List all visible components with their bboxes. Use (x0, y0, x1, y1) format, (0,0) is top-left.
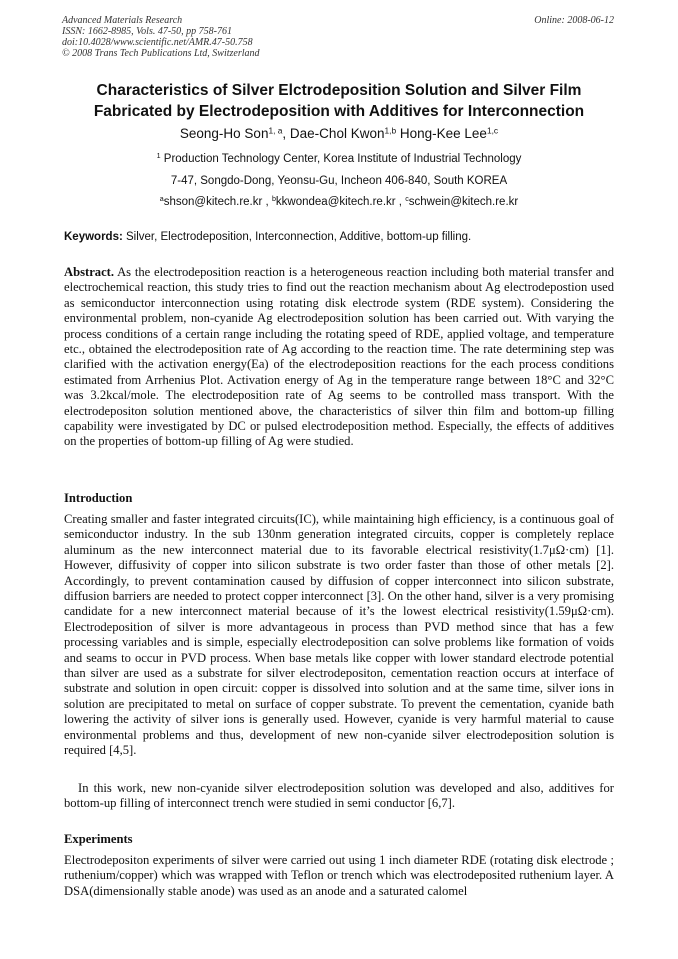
experiments-heading: Experiments (64, 832, 133, 846)
author-name: Dae-Chol Kwon (289, 126, 385, 141)
author-affiliation-mark: 1,c (486, 125, 499, 136)
journal-name: Advanced Materials Research (62, 15, 183, 26)
author-name: Seong-Ho Son (179, 126, 269, 141)
author-emails (0, 194, 678, 210)
email-address: shson@kitech.re.kr (163, 196, 263, 208)
author-affiliation-mark: 1,b (384, 125, 397, 136)
title-line-1: Characteristics of Silver Elctrodeposition Solution and Silver Film (96, 82, 582, 99)
journal-header (62, 15, 260, 59)
institute-name: Production Technology Center, Korea Institute of Industrial Technology (160, 153, 522, 165)
email-mark: a (159, 195, 164, 204)
author-affiliation-mark: 1, a (268, 125, 283, 136)
doi-line: doi:10.4028/www.scientific.net/AMR.47-50.758 (62, 37, 253, 48)
title-line-2: Fabricated by Electrodeposition with Additives for Interconnection (93, 103, 585, 120)
online-date: Online: 2008-06-12 (534, 15, 614, 26)
experiments-paragraph-1: Electrodepositon experiments of silver were carried out using 1 inch diameter RDE (rotating disk electrode ; ruthenium/copper) which was wrapped with Teflon or trench which was electrodeposited ruthenium layer. A DSA(dimensionally stable anode) was used as an anode and a saturated calomel (64, 853, 614, 898)
affiliation-mark: 1 (156, 152, 161, 161)
email-separator: , (262, 196, 272, 208)
email-address: kkwondea@kitech.re.kr (275, 196, 396, 208)
email-mark: c (405, 195, 409, 204)
paper-title (30, 80, 648, 122)
copyright-line: © 2008 Trans Tech Publications Ltd, Switzerland (62, 48, 260, 59)
keywords-text: Silver, Electrodeposition, Interconnection, Additive, bottom-up filling. (122, 231, 472, 243)
keywords-label: Keywords: (64, 231, 123, 243)
introduction-paragraph-2: In this work, new non-cyanide silver electrodeposition solution was developed and also, additives for bottom-up filling of interconnect trench were studied in semi conductor [6,7]. (64, 781, 614, 811)
affiliation-address: 7-47, Songdo-Dong, Yeonsu-Gu, Incheon 406-840, South KOREA (170, 175, 508, 187)
abstract-label: Abstract. (64, 265, 115, 279)
introduction-paragraph-1: Creating smaller and faster integrated circuits(IC), while maintaining high efficiency, is a continuous goal of semiconductor industry. In the sub 130nm generation integrated circuits, copper is completely replace aluminum as the new interconnect material due to its favorable electrical resistivity(1.7μΩ·cm) [1]. However, diffusivity of copper into silicon substrate is two order faster than those of other metals [2]. Accordingly, to prevent contamination caused by diffusion of copper interconnect into silicon substrate, diffusion barriers are needed to protect copper interconnect [3]. On the other hand, silver is a very promising candidate for a new interconnect material because of it’s the lowest electrical resistivity(1.59μΩ·cm). Electrodeposition of silver is more advantageous in process than PVD method since that has a few processing variables and is simple, especially electrodeposition can solve problems like formation of voids and seams to occur in PVD process. When base metals like copper with lower standard electrode potential than silver are used as a substrate for silver electrodepositon, cementation reaction occurs at interface of substrate and solution in open circuit: copper is dissolved into solution and at the same time, silver ions in solution are precipitated to metal on surface of copper substrate. To prevent the cementation, cyanide bath lowering the activity of silver ions is generally used. However, cyanide is very harmful material to cause environmental problems and thus, development of new non-cyanide silver electrodeposition solution is required [4,5]. (64, 512, 614, 758)
author-name: Hong-Kee Lee (399, 126, 487, 141)
abstract-text: As the electrodeposition reaction is a heterogeneous reaction including both material transfer and electrochemical reaction, this study tries to find out the reaction mechanism about Ag electrodepostion used as semiconductor interconnection using rotating disk electrode system (RDE system). Considering the environmental problem, non-cyanide Ag electrodeposition solution has been carried out. With varying the process conditions of a certain range including the rotating speed of RDE, applied voltage, and temperature etc., obtained the electrodeposition rate of Ag according to the reaction time. The rate determining step was clarified with the activation energy(Ea) of the electrodeposition reactions for the each process conditions estimated from Arrhenius Plot. Activation energy of Ag in the temperature range between 18°C and 32°C was 3.2kcal/mole. The electrodeposition rate of Ag seems to be controlled mass transport. With the electrodepositon solution mentioned above, the characteristics of silver thin film and bottom-up filling capability were investigated by DC or pulsed electrodeposition method. Especially, the effects of additives on the properties of bottom-up filling of Ag were studied. (64, 265, 614, 449)
keywords (64, 230, 471, 245)
email-separator: , (395, 196, 406, 208)
email-address: schwein@kitech.re.kr (408, 196, 519, 208)
author-list (0, 125, 678, 143)
email-mark: b (271, 195, 276, 204)
abstract (64, 265, 614, 450)
author-separator: , (282, 126, 290, 141)
affiliation-institute (0, 151, 678, 167)
introduction-heading: Introduction (64, 491, 133, 505)
issn-line: ISSN: 1662-8985, Vols. 47-50, pp 758-761 (62, 26, 232, 37)
